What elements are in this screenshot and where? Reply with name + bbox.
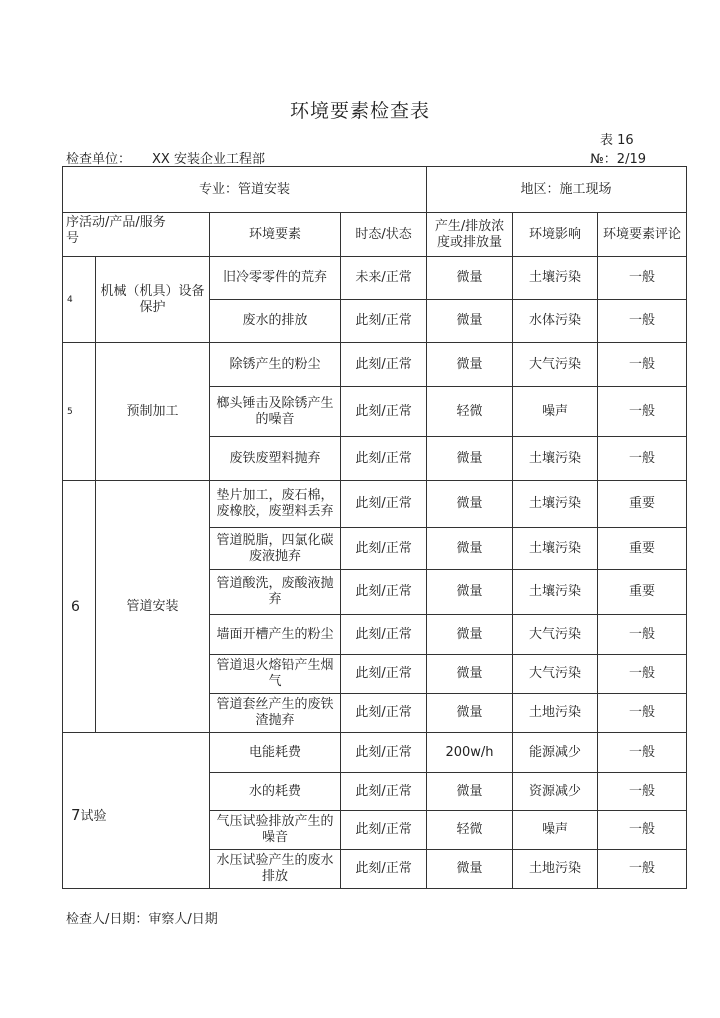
header-seq-activity [63, 213, 210, 257]
state-cell: 此刻/正常 [341, 343, 427, 387]
activity-cell: 机械（机具）设备保护 [96, 257, 210, 343]
header-row [63, 213, 687, 257]
impact-cell: 大气污染 [513, 655, 598, 694]
evaluation-cell: 重要 [598, 570, 687, 615]
seq-cell: 4 [63, 257, 96, 343]
area-cell: 地区：施工现场 [427, 167, 687, 213]
impact-cell: 土地污染 [513, 850, 598, 889]
emission-cell: 微量 [427, 773, 513, 811]
evaluation-cell: 一般 [598, 655, 687, 694]
impact-cell: 噪声 [513, 811, 598, 850]
table-row [63, 343, 687, 387]
impact-cell: 噪声 [513, 387, 598, 437]
state-cell: 此刻/正常 [341, 528, 427, 570]
element-cell: 废水的排放 [210, 300, 341, 343]
activity-label: 试验 [80, 808, 107, 824]
element-cell: 墙面开槽产生的粉尘 [210, 615, 341, 655]
element-cell: 水的耗费 [210, 773, 341, 811]
inspection-unit-value: XX 安装企业工程部 [152, 152, 265, 167]
state-cell: 此刻/正常 [341, 437, 427, 481]
inspection-unit-label: 检查单位： [66, 152, 132, 167]
specialty-cell: 专业：管道安装 [63, 167, 427, 213]
element-cell: 废铁废塑料抛弃 [210, 437, 341, 481]
seq-activity-cell [63, 733, 210, 889]
state-cell: 此刻/正常 [341, 570, 427, 615]
state-cell: 此刻/正常 [341, 387, 427, 437]
evaluation-cell: 一般 [598, 257, 687, 300]
emission-cell: 微量 [427, 437, 513, 481]
activity-cell: 管道安装 [96, 481, 210, 733]
seq-cell: 6 [63, 481, 96, 733]
evaluation-cell: 一般 [598, 733, 687, 773]
element-cell: 管道酸洗，废酸液抛弃 [210, 570, 341, 615]
impact-cell: 能源减少 [513, 733, 598, 773]
header-emission: 产生/排放浓度或排放量 [427, 213, 513, 257]
element-cell: 垫片加工，废石棉，废橡胶，废塑料丢弃 [210, 481, 341, 528]
element-cell: 榔头锤击及除锈产生的噪音 [210, 387, 341, 437]
evaluation-cell: 一般 [598, 850, 687, 889]
emission-cell: 200w/h [427, 733, 513, 773]
header-element: 环境要素 [210, 213, 341, 257]
specialty-row [63, 167, 687, 213]
header-impact: 环境影响 [513, 213, 598, 257]
impact-cell: 土壤污染 [513, 528, 598, 570]
impact-cell: 土地污染 [513, 694, 598, 733]
evaluation-cell: 重要 [598, 528, 687, 570]
seq-cell: 5 [63, 343, 96, 481]
element-cell: 管道脱脂，四氯化碳废液抛弃 [210, 528, 341, 570]
evaluation-cell: 一般 [598, 437, 687, 481]
emission-cell: 微量 [427, 481, 513, 528]
seq-number: 7 [71, 805, 81, 824]
evaluation-cell: 一般 [598, 811, 687, 850]
state-cell: 此刻/正常 [341, 811, 427, 850]
element-cell: 水压试验产生的废水排放 [210, 850, 341, 889]
header-state: 时态/状态 [341, 213, 427, 257]
state-cell: 此刻/正常 [341, 773, 427, 811]
evaluation-cell: 重要 [598, 481, 687, 528]
impact-cell: 土壤污染 [513, 257, 598, 300]
header-seq-number: 号 [66, 231, 80, 246]
emission-cell: 微量 [427, 300, 513, 343]
element-cell: 电能耗费 [210, 733, 341, 773]
state-cell: 此刻/正常 [341, 481, 427, 528]
emission-cell: 微量 [427, 343, 513, 387]
emission-cell: 微量 [427, 850, 513, 889]
emission-cell: 微量 [427, 570, 513, 615]
state-cell: 此刻/正常 [341, 655, 427, 694]
inspection-table [62, 166, 687, 889]
emission-cell: 轻微 [427, 811, 513, 850]
signature-footer: 检查人/日期：审察人/日期 [66, 912, 218, 927]
header-seq-activity-label: 序活动/产品/服务 [66, 215, 166, 230]
document-number: №：2/19 [590, 152, 646, 167]
impact-cell: 水体污染 [513, 300, 598, 343]
state-cell: 此刻/正常 [341, 300, 427, 343]
state-cell: 此刻/正常 [341, 615, 427, 655]
emission-cell: 微量 [427, 694, 513, 733]
evaluation-cell: 一般 [598, 387, 687, 437]
activity-cell: 预制加工 [96, 343, 210, 481]
evaluation-cell: 一般 [598, 773, 687, 811]
emission-cell: 微量 [427, 615, 513, 655]
impact-cell: 土壤污染 [513, 570, 598, 615]
emission-cell: 微量 [427, 528, 513, 570]
emission-cell: 微量 [427, 257, 513, 300]
table-row [63, 481, 687, 528]
page-title: 环境要素检查表 [289, 100, 430, 122]
element-cell: 管道套丝产生的废铁渣抛弃 [210, 694, 341, 733]
emission-cell: 微量 [427, 655, 513, 694]
table-row [63, 733, 687, 773]
emission-cell: 轻微 [427, 387, 513, 437]
state-cell: 此刻/正常 [341, 694, 427, 733]
element-cell: 气压试验排放产生的噪音 [210, 811, 341, 850]
element-cell: 旧冷零零件的荒弃 [210, 257, 341, 300]
impact-cell: 土壤污染 [513, 481, 598, 528]
element-cell: 除锈产生的粉尘 [210, 343, 341, 387]
state-cell: 未来/正常 [341, 257, 427, 300]
state-cell: 此刻/正常 [341, 733, 427, 773]
impact-cell: 大气污染 [513, 343, 598, 387]
impact-cell: 大气污染 [513, 615, 598, 655]
state-cell: 此刻/正常 [341, 850, 427, 889]
table-number: 表 16 [600, 133, 634, 148]
table-row [63, 257, 687, 300]
impact-cell: 土壤污染 [513, 437, 598, 481]
element-cell: 管道退火熔铅产生烟气 [210, 655, 341, 694]
evaluation-cell: 一般 [598, 343, 687, 387]
evaluation-cell: 一般 [598, 615, 687, 655]
evaluation-cell: 一般 [598, 300, 687, 343]
impact-cell: 资源减少 [513, 773, 598, 811]
evaluation-cell: 一般 [598, 694, 687, 733]
header-evaluation: 环境要素评论 [598, 213, 687, 257]
